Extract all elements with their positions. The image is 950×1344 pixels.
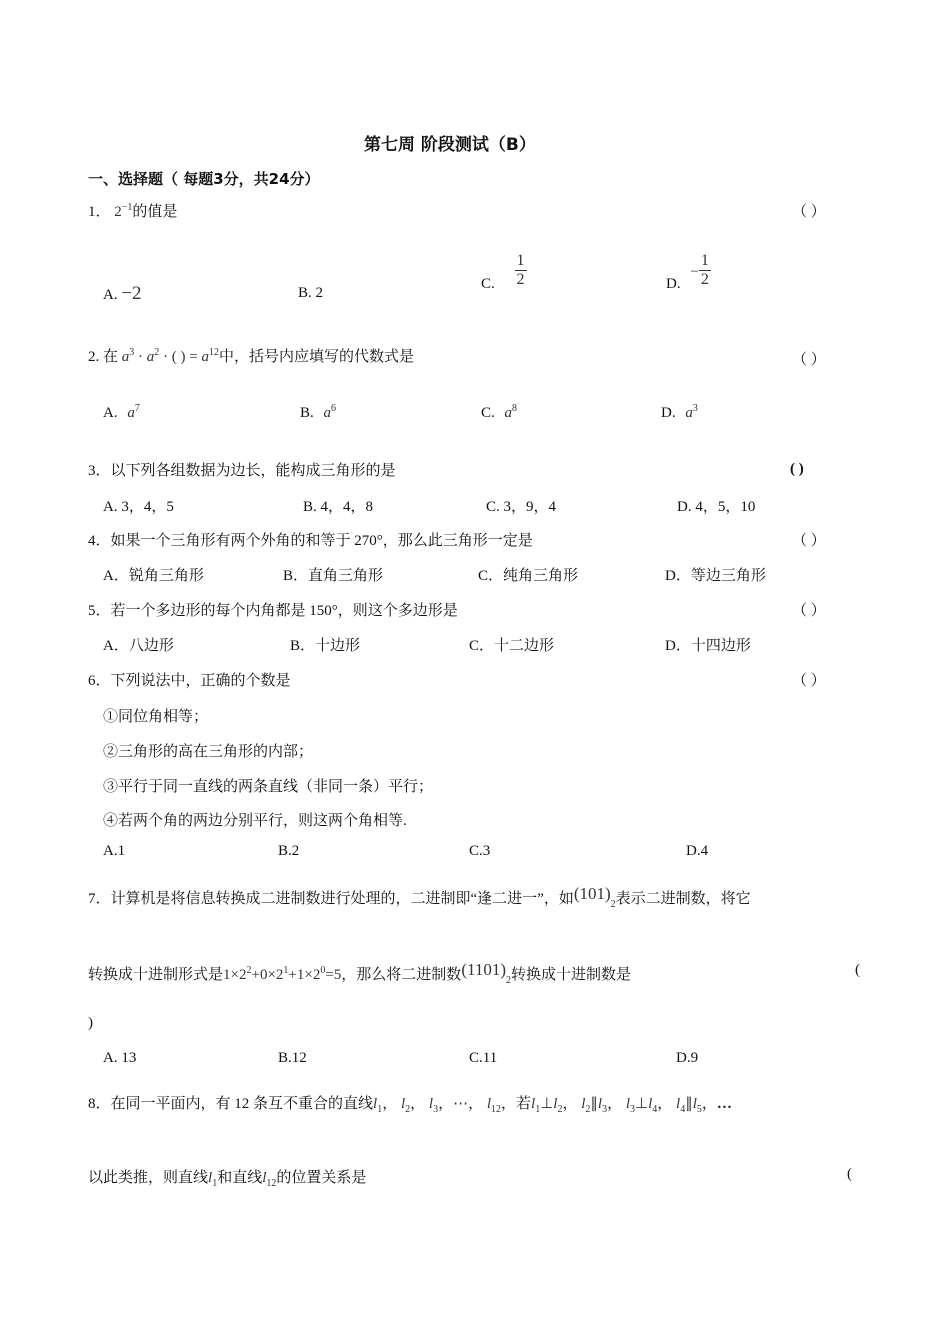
- answer-bracket: （ ）: [792, 673, 826, 689]
- option-c: C．纯角三角形: [478, 568, 579, 584]
- option-c: C．十二边形: [469, 638, 555, 654]
- option-b: B．十边形: [290, 638, 361, 654]
- option-d: D.9: [676, 1050, 699, 1066]
- option-a: A．八边形: [103, 638, 174, 654]
- question-text: 的值是: [132, 204, 178, 220]
- option-b: B. 2: [298, 285, 324, 301]
- question-2: 2. 在 $a^3 \cdot a^2$ · ( ) = $a^{12}$中，括号内应填写的代数式是: [88, 347, 414, 365]
- option-b: B.12: [278, 1050, 307, 1066]
- option-b: B. $a^6$: [300, 403, 337, 421]
- option-d: D. $a^3$: [661, 403, 698, 421]
- option-c: C. $\frac{1}{2}$: [481, 252, 525, 292]
- answer-bracket-open: (: [847, 1166, 852, 1182]
- answer-bracket: （ ）: [792, 352, 826, 368]
- option-a: A. −2: [103, 283, 142, 304]
- question-7-line-1: 7．计算机是将信息转换成二进制数进行处理的，二进制即“逢二进一”，如$(101)_2$表示二进制数，将它: [88, 884, 751, 910]
- answer-bracket: （ ）: [792, 603, 826, 619]
- option-d: D．等边三角形: [665, 568, 766, 584]
- question-number: 1．: [88, 204, 111, 220]
- option-a: A. 13: [103, 1050, 137, 1066]
- option-d: D．十四边形: [665, 638, 751, 654]
- statement-3: ③平行于同一直线的两条直线（非同一条）平行；: [103, 779, 434, 795]
- answer-bracket: （ ）: [792, 533, 826, 549]
- question-7-line-2: 转换成十进制形式是$1\times 2^2+0\times 2^1+1\times 2^0=5$，那么将二进制数$(1101)_2$转换成十进制数是: [88, 960, 632, 986]
- question-4: 4．如果一个三角形有两个外角的和等于 270°，那么此三角形一定是: [88, 533, 533, 549]
- option-a: A．锐角三角形: [103, 568, 204, 584]
- option-d: D. − $\frac{1}{2}$: [666, 252, 709, 292]
- option-a: A. 3，4，5: [103, 499, 174, 515]
- answer-bracket-open: (: [855, 962, 860, 978]
- answer-bracket: （ ）: [792, 204, 826, 220]
- statement-4: ④若两个角的两边分别平行，则这两个角相等.: [103, 813, 407, 829]
- answer-bracket-close: ): [88, 1015, 93, 1031]
- option-c: C. $a^8$: [481, 403, 518, 421]
- option-a: A. $a^7$: [103, 403, 140, 421]
- statement-2: ②三角形的高在三角形的内部；: [103, 744, 314, 760]
- section-heading: 一、选择题（ 每题3分，共24分）: [88, 170, 320, 188]
- page-title: 第七周 阶段测试（B）: [364, 135, 536, 155]
- option-b: B．直角三角形: [283, 568, 384, 584]
- option-a: A.1: [103, 843, 126, 859]
- question-3: 3．以下列各组数据为边长，能构成三角形的是: [88, 463, 396, 479]
- question-1: [88, 200, 177, 221]
- question-5: 5．若一个多边形的每个内角都是 150°，则这个多边形是: [88, 603, 458, 619]
- option-d: D. 4，5，10: [677, 499, 756, 515]
- statement-1: ①同位角相等；: [103, 709, 209, 725]
- option-b: B. 4，4，8: [303, 499, 374, 515]
- question-6: 6．下列说法中，正确的个数是: [88, 673, 291, 689]
- option-b: B.2: [278, 843, 300, 859]
- math-expression: $2^{-1}$: [114, 202, 133, 220]
- question-8-line-1: 8．在同一平面内，有 12 条互不重合的直线$l_1$， $l_2$， $l_3$，⋯， $l_{12}$，若$l_1\perp l_2$， $l_2\parallel l_3$， $l_3\perp l_4$， $l_4\parallel l_5$，…: [88, 1096, 732, 1115]
- option-c: C.3: [469, 843, 491, 859]
- option-d: D.4: [686, 843, 709, 859]
- option-c: C. 3，9，4: [486, 499, 557, 515]
- question-8-line-2: 以此类推，则直线$l_1$和直线$l_{12}$的位置关系是: [88, 1170, 367, 1189]
- answer-bracket: ( ): [790, 461, 804, 477]
- option-c: C.11: [469, 1050, 498, 1066]
